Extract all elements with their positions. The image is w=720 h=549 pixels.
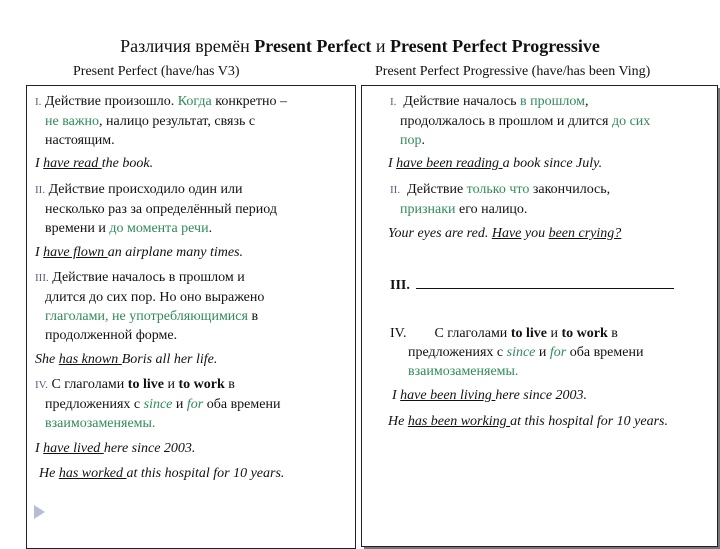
pp-s4-since: since (143, 397, 173, 412)
title-prefix: Различия времён (120, 36, 255, 56)
ppp-e2-sentence-1: Your eyes are red. (388, 226, 492, 241)
pp-e3-subject: She (35, 352, 59, 367)
ppp-s4-text-2: предложениях с (408, 345, 507, 360)
pp-example-4 (35, 439, 195, 458)
ppp-e5-subject: He (388, 414, 408, 429)
play-triangle-icon[interactable] (34, 505, 45, 519)
pp-s1-highlight-not-important: не важно (45, 114, 100, 129)
pp-s1-text-3: , налицо результат, связь с (99, 114, 256, 129)
pp-s1-highlight-when: Когда (177, 94, 212, 109)
ppp-e5-verb: has been working (407, 414, 511, 429)
pp-s1-text-2: конкретно – (211, 94, 287, 109)
ppp-s2-text: Действие (407, 182, 467, 197)
left-column-heading: Present Perfect (have/has V3) (73, 64, 240, 79)
ppp-example-1 (388, 154, 602, 173)
ppp-s2-text-2: закончилось, (529, 182, 611, 197)
ppp-s2-highlight-signs: признаки (400, 202, 456, 217)
pp-section-2 (35, 180, 350, 238)
title-present-perfect-progressive: Present Perfect Progressive (390, 36, 600, 56)
pp-e1-rest: the book. (101, 156, 154, 171)
ppp-s3-blank-line (416, 288, 674, 289)
right-column-heading: Present Perfect Progressive (have/has been Ving) (375, 64, 651, 79)
ppp-s1-highlight-now: пор (400, 133, 422, 148)
pp-s4-to-live: to live (127, 377, 164, 392)
pp-section-3 (35, 268, 350, 345)
ppp-s4-for: for (549, 345, 567, 360)
pp-example-1 (35, 154, 153, 173)
pp-s2-text: Действие происходило один или (48, 182, 243, 197)
pp-s3-text: Действие началось в прошлом и (52, 270, 245, 285)
ppp-s1-highlight-past: в прошлом (519, 94, 585, 109)
ppp-e1-rest: a book since July. (502, 156, 603, 171)
pp-section-1 (35, 92, 350, 150)
ppp-e1-subject: I (388, 156, 397, 171)
present-perfect-progressive-box (361, 85, 718, 547)
pp-s2-highlight-moment: до момента речи (109, 221, 209, 236)
ppp-e1-verb: have been reading (396, 156, 503, 171)
pp-example-5 (39, 464, 284, 483)
pp-s4-interchangeable: взаимозаменяемы. (45, 416, 156, 431)
pp-e4-rest: here since 2003. (103, 441, 196, 456)
ppp-e2-you: you (521, 226, 549, 241)
pp-e3-verb: has known (58, 352, 122, 367)
ppp-s4-since: since (506, 345, 536, 360)
pp-e4-verb: have lived (43, 441, 104, 456)
ppp-s1-comma: , (584, 94, 589, 109)
pp-s2-period: . (208, 221, 213, 236)
ppp-section-1 (390, 92, 710, 150)
ppp-s4-in: в (607, 326, 618, 341)
ppp-s1-text: Действие началось (403, 94, 520, 109)
pp-s3-text-4: продолженной форме. (45, 328, 178, 343)
ppp-e5-rest: at this hospital for 10 years. (510, 414, 668, 429)
ppp-s2-highlight-just: только что (466, 182, 530, 197)
present-perfect-box (26, 85, 356, 549)
pp-section-4 (35, 375, 350, 433)
pp-s4-to-work: to work (178, 377, 225, 392)
pp-s3-text-3: в (247, 309, 259, 324)
pp-e5-verb: has worked (58, 466, 127, 481)
pp-e1-subject: I (35, 156, 44, 171)
ppp-s3-number: III. (390, 278, 410, 293)
ppp-s4-text: С глаголами (434, 326, 511, 341)
ppp-section-3 (390, 276, 674, 295)
ppp-section-2 (390, 180, 710, 219)
pp-s4-for: for (186, 397, 204, 412)
pp-s1-number: I. (35, 96, 42, 108)
ppp-example-2 (388, 224, 621, 243)
pp-e2-rest: an airplane many times. (107, 245, 244, 260)
pp-s4-number: IV. (35, 379, 48, 391)
pp-s4-and: и (163, 377, 179, 392)
ppp-e4-rest: here since 2003. (495, 388, 588, 403)
ppp-s4-number: IV. (390, 326, 407, 341)
pp-e1-verb: have read (43, 156, 102, 171)
pp-e3-rest: Boris all her life. (121, 352, 218, 367)
ppp-s4-and-2: и (535, 345, 550, 360)
pp-s4-text-2: предложениях с (45, 397, 144, 412)
ppp-e4-verb: have been living (400, 388, 496, 403)
pp-example-2 (35, 243, 243, 262)
ppp-example-4 (392, 386, 587, 405)
title-conjunction: и (371, 36, 391, 56)
title-present-perfect: Present Perfect (254, 36, 372, 56)
pp-s4-and-2: и (172, 397, 187, 412)
pp-s1-text: Действие произошло. (44, 94, 178, 109)
ppp-s4-interchangeable: взаимозаменяемы. (408, 364, 519, 379)
ppp-s2-number: II. (390, 184, 401, 196)
ppp-s1-text-2: продолжалось в прошлом и длится (400, 114, 612, 129)
ppp-s1-number: I. (390, 96, 397, 108)
slide-title (0, 36, 720, 57)
pp-s2-number: II. (35, 184, 46, 196)
pp-s3-text-2: длится до сих пор. Но оно выражено (45, 290, 265, 305)
ppp-s4-text-3: оба времени (566, 345, 644, 360)
pp-e5-subject: He (39, 466, 59, 481)
pp-example-3 (35, 350, 217, 369)
pp-e4-subject: I (35, 441, 44, 456)
pp-e2-verb: have flown (43, 245, 108, 260)
pp-s3-highlight-verbs: глаголами, не употребляющимися (45, 309, 248, 324)
ppp-e4-subject: I (392, 388, 401, 403)
pp-s4-in: в (224, 377, 235, 392)
ppp-s2-text-3: его налицо. (455, 202, 528, 217)
pp-s1-text-4: настоящим. (45, 133, 115, 148)
pp-s2-text-2: несколько раз за определённый период (45, 202, 277, 217)
ppp-s1-period: . (421, 133, 425, 148)
pp-e2-subject: I (35, 245, 44, 260)
ppp-e2-have: Have (491, 226, 522, 241)
pp-s4-text: С глаголами (51, 377, 128, 392)
ppp-section-4 (390, 324, 710, 381)
pp-s2-text-3: времени и (45, 221, 110, 236)
ppp-s4-and: и (546, 326, 562, 341)
ppp-example-5 (388, 412, 668, 431)
pp-e5-rest: at this hospital for 10 years. (126, 466, 285, 481)
ppp-s4-to-work: to work (561, 326, 608, 341)
pp-s3-number: III. (35, 272, 49, 284)
ppp-s1-highlight-until: до сих (611, 114, 651, 129)
ppp-s4-to-live: to live (510, 326, 547, 341)
pp-s4-text-3: оба времени (203, 397, 281, 412)
ppp-e2-verb: been crying? (548, 226, 622, 241)
